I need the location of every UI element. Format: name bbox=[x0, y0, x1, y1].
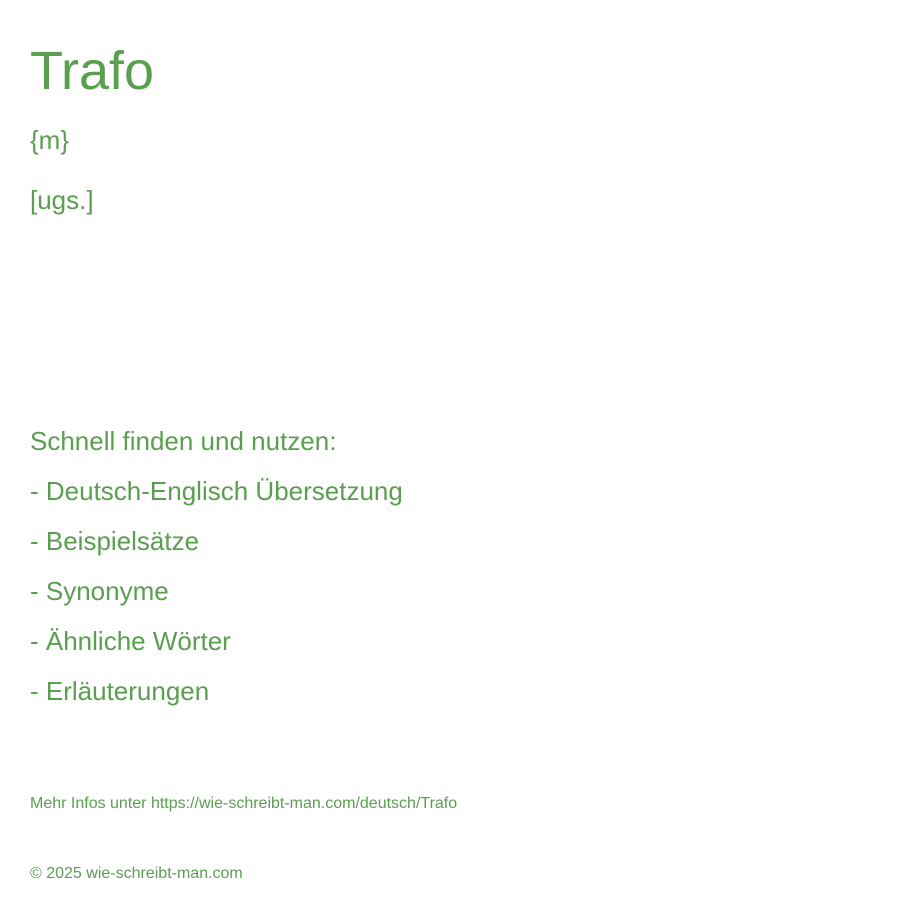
more-info-line bbox=[30, 794, 457, 814]
features-heading: Schnell finden und nutzen: bbox=[30, 426, 337, 456]
copyright-notice: © 2025 wie-schreibt-man.com bbox=[30, 865, 243, 882]
register-label: [ugs.] bbox=[30, 185, 94, 215]
more-info-prefix: Mehr Infos unter bbox=[30, 795, 151, 812]
feature-item-example-sentences: - Beispielsätze bbox=[30, 526, 200, 556]
feature-item-similar-words: - Ähnliche Wörter bbox=[30, 626, 231, 656]
features-list bbox=[30, 474, 403, 724]
more-info-link[interactable]: https://wie-schreibt-man.com/deutsch/Trafo bbox=[150, 795, 458, 812]
feature-item-translation: - Deutsch-Englisch Übersetzung bbox=[30, 476, 403, 506]
feature-item-explanations: - Erläuterungen bbox=[30, 676, 210, 706]
gender-label: {m} bbox=[30, 125, 70, 155]
feature-item-synonyms: - Synonyme bbox=[30, 576, 169, 606]
word-title: Trafo bbox=[30, 41, 155, 101]
